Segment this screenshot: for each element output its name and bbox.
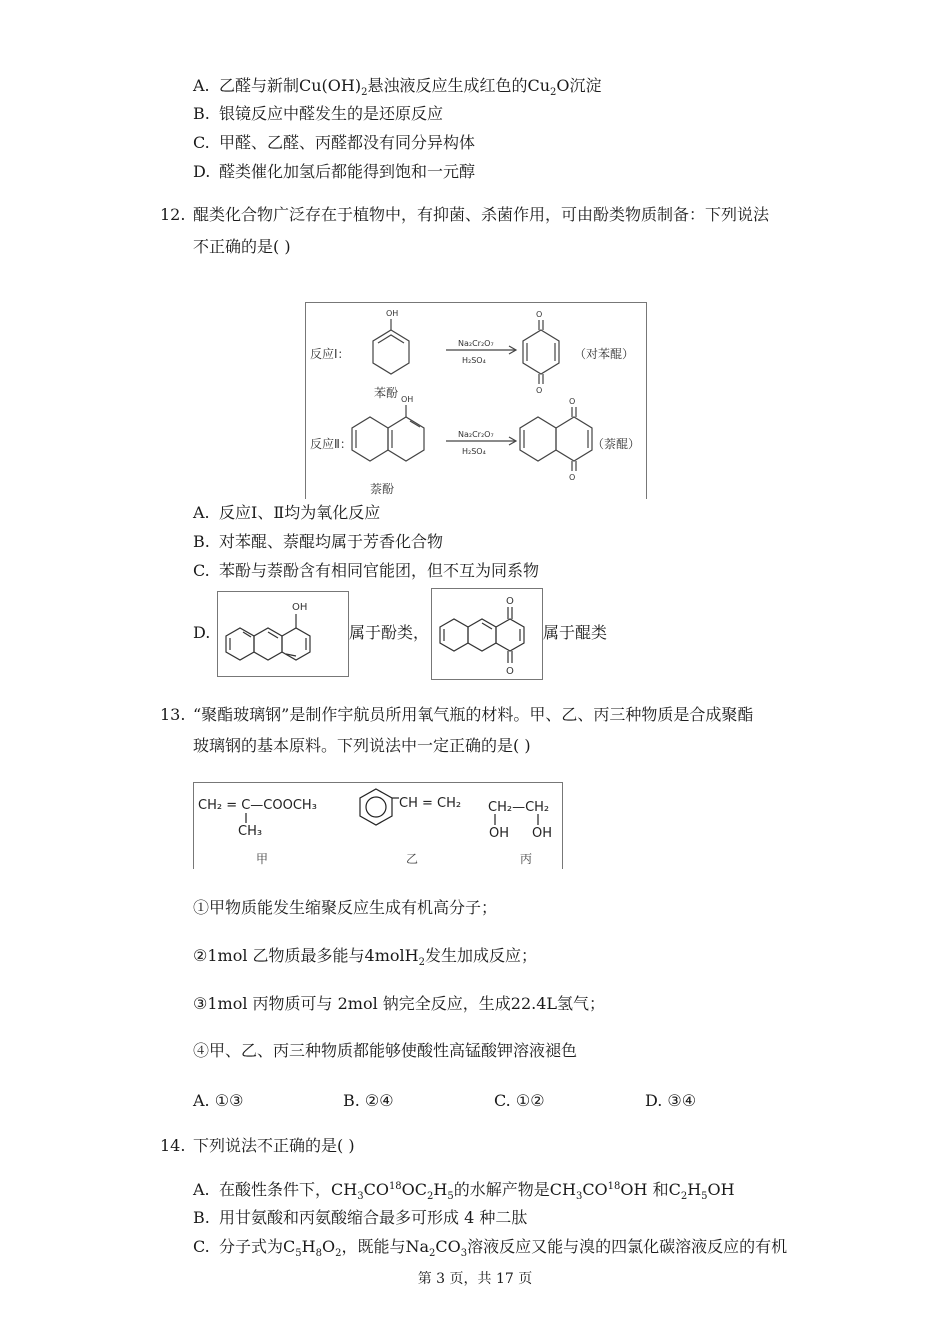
- anthrol-oh: OH: [292, 602, 308, 613]
- o-label-2: O: [536, 386, 543, 395]
- label-bing: 丙: [520, 852, 533, 866]
- q14-option-c: C. 分子式为$C_5H_8O_2$，既能与$Na_2CO_3$溶液反应又能与溴的四氯化碳溶液反应的有机: [193, 1237, 788, 1259]
- reaction-2-label: 反应Ⅱ：: [310, 437, 352, 451]
- reagent-top-1: Na₂Cr₂O₇: [458, 339, 494, 348]
- label-yi: 乙: [406, 852, 419, 866]
- o-label-4: O: [569, 473, 576, 482]
- q13-statement-1: ①甲物质能发生缩聚反应生成有机高分子；: [193, 898, 498, 917]
- q11-option-b: B. 银镜反应中醛发生的是还原反应: [193, 104, 444, 123]
- bing-oh-1: OH: [489, 826, 510, 841]
- jia-formula: CH₂ = C—COOCH₃: [198, 798, 317, 813]
- benzoquinone-label: （对苯醌）: [574, 347, 635, 361]
- jia-methyl: CH₃: [238, 824, 263, 839]
- anthrol-structure: [217, 591, 349, 677]
- naphthol-label: 萘酚: [370, 482, 395, 496]
- anthraquinone-svg: [432, 589, 542, 679]
- page-footer: 第 3 页，共 17 页: [417, 1271, 533, 1287]
- reaction-diagram: [306, 303, 646, 499]
- naphthoquinone-label: （萘醌）: [592, 437, 641, 451]
- q13-statement-3: ③1mol 丙物质可与 2mol 钠完全反应，生成22.4L氢气；: [193, 994, 606, 1013]
- q13-stem-line1: 13. “聚酯玻璃钢”是制作宇航员所用氧气瓶的材料。甲、乙、丙三种物质是合成聚酯: [160, 705, 754, 724]
- q13-choice-c: C. ①②: [494, 1091, 545, 1110]
- q12-option-d-letter: D.: [193, 623, 211, 642]
- aq-o-bottom: O: [506, 666, 514, 677]
- q12-option-d-quinone-text: 属于醌类: [543, 623, 608, 642]
- q13-choice-d: D. ③④: [645, 1091, 697, 1110]
- q13-choice-b: B. ②④: [343, 1091, 394, 1110]
- bing-oh-2: OH: [532, 826, 553, 841]
- o-label-3: O: [569, 397, 576, 406]
- reagent-bot-2: H₂SO₄: [462, 447, 486, 456]
- aq-o-top: O: [506, 596, 514, 607]
- label-jia: 甲: [256, 852, 269, 866]
- q13-statement-4: ④甲、乙、丙三种物质都能够使酸性高锰酸钾溶液褪色: [193, 1041, 578, 1060]
- q14-stem: 14. 下列说法不正确的是( ): [160, 1136, 355, 1155]
- anthrol-svg: [218, 592, 348, 676]
- q11-option-c: C. 甲醛、乙醛、丙醛都没有同分异构体: [193, 133, 476, 152]
- q13-stem-line2: 玻璃钢的基本原料。下列说法中一定正确的是( ): [193, 736, 531, 755]
- q14-option-a: A. 在酸性条件下，$CH_3CO^{18}OC_2H_5$的水解产物是$CH_3CO^{18}OH$ 和$C_2H_5OH$: [193, 1180, 735, 1202]
- phenol-label: 苯酚: [374, 386, 399, 400]
- q13-structures-svg: [194, 783, 562, 869]
- oh-label-2: OH: [401, 395, 414, 404]
- q12-option-b: B. 对苯醌、萘醌均属于芳香化合物: [193, 532, 444, 551]
- q12-stem-line1: 12. 醌类化合物广泛存在于植物中，有抑菌、杀菌作用，可由酚类物质制备：下列说法: [160, 205, 770, 224]
- bing-formula: CH₂—CH₂: [488, 800, 550, 815]
- yi-vinyl: CH = CH₂: [399, 796, 462, 811]
- oh-label-1: OH: [386, 309, 399, 318]
- o-label-1: O: [536, 310, 543, 319]
- q13-structures-figure: [193, 782, 563, 869]
- q13-statement-2: ②1mol 乙物质最多能与4molH$_2$发生加成反应；: [193, 946, 537, 968]
- q12-reaction-figure: [305, 302, 647, 499]
- q12-option-c: C. 苯酚与萘酚含有相同官能团，但不互为同系物: [193, 561, 540, 580]
- reaction-1-label: 反应Ⅰ：: [310, 347, 350, 361]
- q12-option-a: A. 反应Ⅰ、Ⅱ均为氧化反应: [193, 503, 381, 522]
- q12-option-d-phenol-text: 属于酚类，: [349, 623, 430, 642]
- q14-option-b: B. 用甘氨酸和丙氨酸缩合最多可形成 4 种二肽: [193, 1208, 528, 1227]
- q11-option-a: A. 乙醛与新制$Cu(OH)_2$悬浊液反应生成红色的$Cu_2O$沉淀: [193, 76, 602, 98]
- q13-choice-a: A. ①③: [193, 1091, 244, 1110]
- reagent-top-2: Na₂Cr₂O₇: [458, 430, 494, 439]
- reagent-bot-1: H₂SO₄: [462, 356, 486, 365]
- q11-option-d: D. 醛类催化加氢后都能得到饱和一元醇: [193, 162, 476, 181]
- q12-stem-line2: 不正确的是( ): [193, 237, 291, 256]
- anthraquinone-structure: [431, 588, 543, 680]
